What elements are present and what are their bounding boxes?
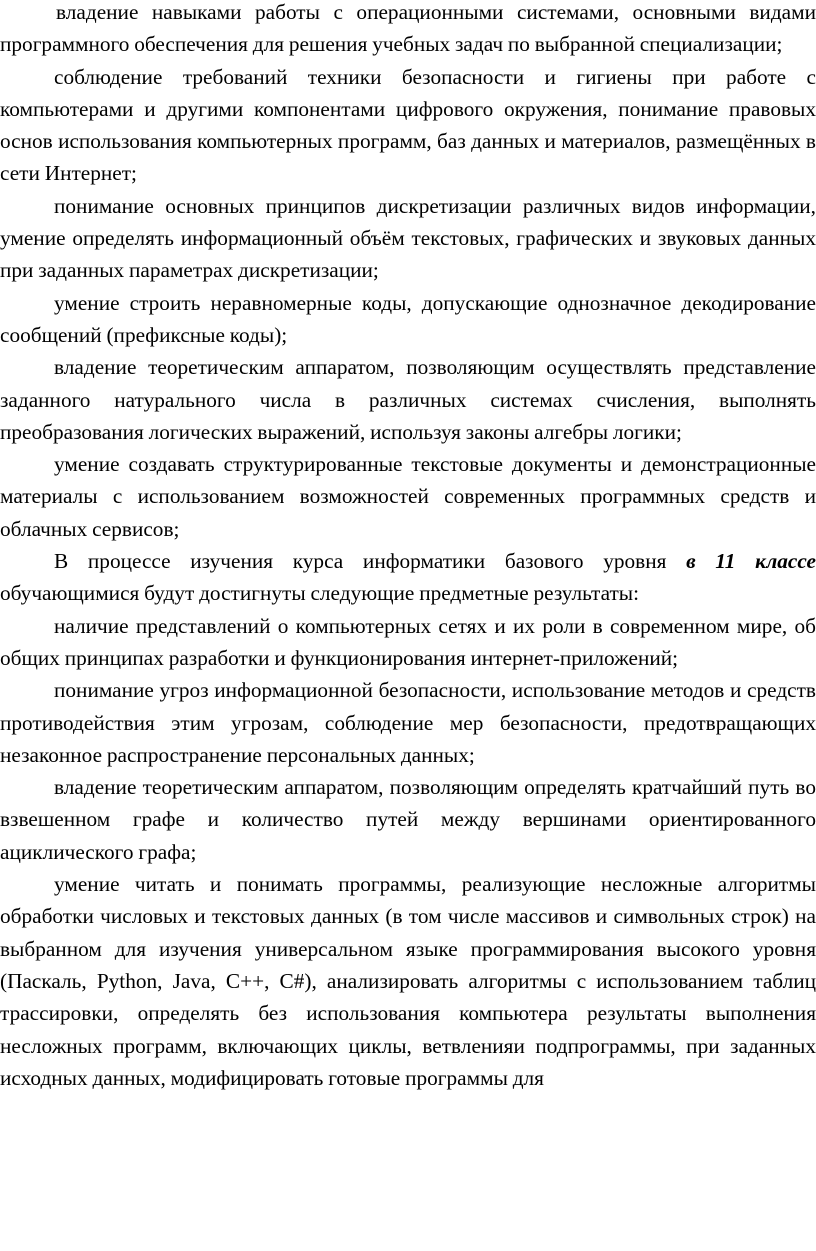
paragraph-safety-requirements: соблюдение требований техники безопасности и гигиены при работе с компьютерами и другими компонентами цифрового окружения, понимание правовых основ использования компьютерных программ, баз данных и материалов, размещённых в сети Интернет;	[0, 64, 816, 186]
paragraph-structured-documents: умение создавать структурированные текстовые документы и демонстрационные материалы с использованием возможностей современных программных средств и облачных сервисов;	[0, 452, 816, 541]
paragraph-discretization: понимание основных принципов дискретизации различных видов информации, умение определять информационный объём текстовых, графических и звуковых данных при заданных параметрах дискретизации;	[0, 193, 816, 283]
paragraph-programs: умение читать и понимать программы, реализующие несложные алгоритмы обработки числовых и текстовых данных (в том числе массивов и символьных строк) на выбранном для изучения универсальном языке программирования высокого уровня (Паскаль, Python, Java, C++, C#), анализировать алгоритмы с использованием таблиц трассировки, определять без использования компьютера результаты выполнения несложных программ, включающих циклы, ветвленияи подпрограммы, при заданных исходных данных, модифицировать готовые программы для	[0, 872, 816, 1090]
intro-text-after: обучающимися будут достигнуты следующие предметные результаты:	[0, 581, 640, 606]
paragraph-number-systems: владение теоретическим аппаратом, позволяющим осуществлять представление заданного натурального числа в различных системах счисления, выполнять преобразования логических выражений, используя законы алгебры логики;	[0, 355, 816, 444]
paragraph-grade-11-intro	[0, 545, 816, 610]
paragraph-information-security: понимание угроз информационной безопасности, использование методов и средств противодействия этим угрозам, соблюдение мер безопасности, предотвращающих незаконное распространение персональных данных;	[0, 678, 816, 767]
paragraph-prefix-codes: умение строить неравномерные коды, допускающие однозначное декодирование сообщений (префиксные коды);	[0, 290, 816, 347]
paragraph-os-skills: владение навыками работы с операционными системами, основными видами программного обеспечения для решения учебных задач по выбранной специализации;	[0, 0, 816, 57]
intro-text-before: В процессе изучения курса информатики базового уровня	[54, 549, 687, 574]
intro-emphasis: в 11 классе	[686, 549, 816, 574]
paragraph-computer-networks: наличие представлений о компьютерных сетях и их роли в современном мире, об общих принципах разработки и функционирования интернет-приложений;	[0, 613, 816, 670]
paragraph-graphs: владение теоретическим аппаратом, позволяющим определять кратчайший путь во взвешенном графе и количество путей между вершинами ориентированного ациклического графа;	[0, 775, 816, 864]
